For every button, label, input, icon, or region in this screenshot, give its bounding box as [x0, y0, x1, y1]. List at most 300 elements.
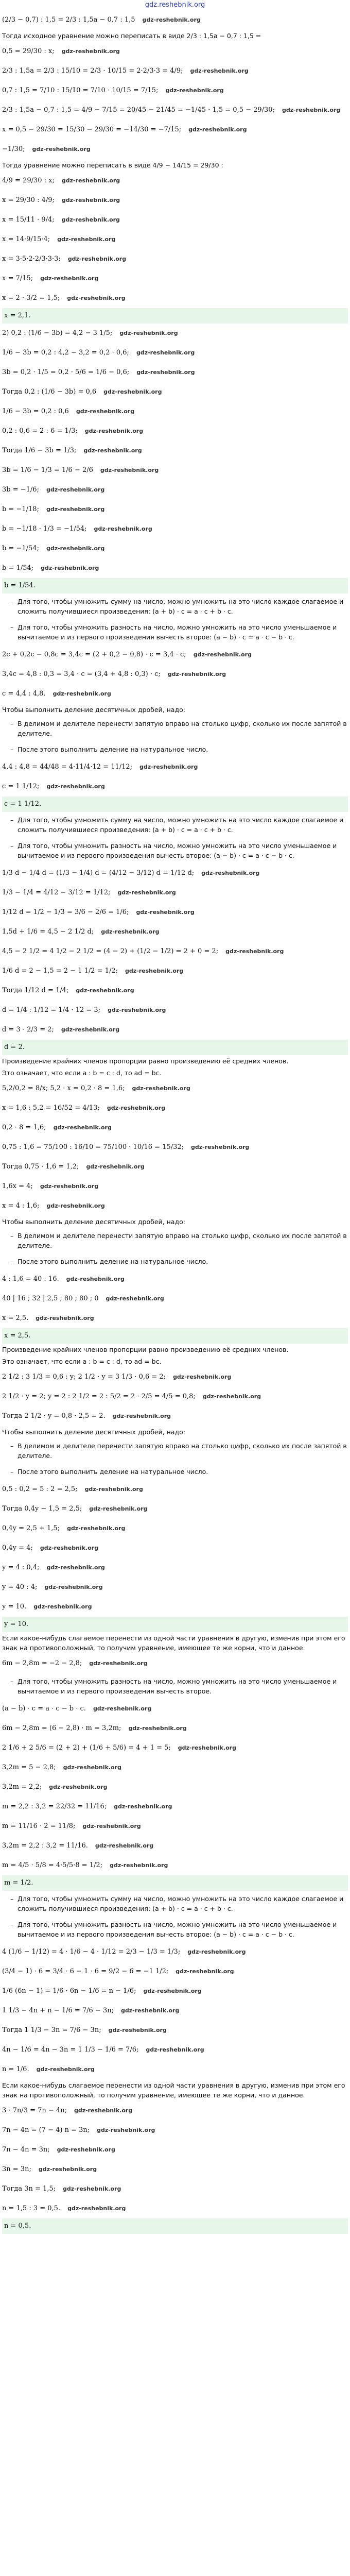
answer-line [2, 1875, 348, 1891]
line-text: Тогда 1/6 − 3b = 1/3; [2, 447, 77, 454]
line-text: m = 2,2 : 3,2 = 22/32 = 11/16; [2, 1803, 107, 1810]
math-line [2, 1817, 348, 1836]
math-line [2, 1367, 348, 1387]
watermark: gdz-reshebnik.org [178, 1744, 237, 1751]
line-text: В делимом и делителе перенести запятую вправо на столько цифр, сколько их после запятой в делителе. [18, 1442, 347, 1460]
math-line [2, 1118, 348, 1138]
math-line [2, 461, 348, 480]
line-text: 0,2 · 8 = 1,6; [2, 1124, 46, 1131]
math-line [2, 1942, 348, 1962]
line-text: x = 15/11 · 9/4; [2, 216, 55, 224]
line-text: 3b = −1/6; [2, 486, 39, 494]
watermark: gdz-reshebnik.org [41, 565, 99, 571]
watermark: gdz-reshebnik.org [143, 1988, 202, 1994]
math-line [2, 1157, 348, 1177]
watermark: gdz-reshebnik.org [67, 256, 127, 262]
math-line [2, 1020, 348, 1040]
watermark: gdz-reshebnik.org [89, 1660, 148, 1667]
rule-bullet [2, 741, 348, 757]
answer-line [2, 308, 348, 324]
math-line [2, 1196, 348, 1216]
line-text: 3,2m = 5 − 2,8; [2, 1764, 56, 1771]
math-line [2, 2121, 348, 2140]
math-line [2, 2160, 348, 2179]
line-text: 3 · 7n/3 = 7n − 4n; [2, 2107, 67, 2114]
line-text: 3,2m = 2,2; [2, 1783, 42, 1791]
line-text: c = 1 1/12; [2, 783, 40, 790]
watermark: gdz-reshebnik.org [108, 2027, 167, 2033]
line-text: m = 1/2. [4, 1879, 33, 1887]
watermark: gdz-reshebnik.org [165, 87, 224, 94]
site-header [0, 0, 350, 10]
watermark: gdz-reshebnik.org [114, 1803, 172, 1810]
watermark: gdz-reshebnik.org [67, 2205, 126, 2212]
site-title: gdz.reshebnik.org [145, 1, 205, 9]
watermark: gdz-reshebnik.org [52, 690, 111, 697]
watermark: gdz-reshebnik.org [61, 216, 120, 223]
math-line [2, 1738, 348, 1758]
math-line [2, 441, 348, 461]
line-text: m = 4/5 · 5/8 = 4·5/5·8 = 1/2; [2, 1861, 103, 1869]
line-text: x = 3·5·2·2/3·3·3; [2, 255, 61, 263]
watermark: gdz-reshebnik.org [44, 1584, 103, 1590]
line-text: 4n − 1/6 = 4n − 3n = 1 1/3 − 1/6 = 7/6; [2, 2046, 139, 2054]
watermark: gdz-reshebnik.org [76, 408, 135, 415]
line-text: 4/9 = 29/30 : x; [2, 177, 55, 184]
rule-bullet [2, 1891, 348, 1917]
math-line [2, 2199, 348, 2218]
math-line [2, 1558, 348, 1578]
watermark: gdz-reshebnik.org [46, 506, 105, 513]
line-text: Для того, чтобы умножить сумму на число, можно умножить на это число каждое слагаемое и сложить получившиеся произведения: (a + b) · c = a · c + b · c. [18, 816, 344, 834]
answer-line [2, 1617, 348, 1632]
answer-line [2, 1328, 348, 1344]
line-text: 2/3 : 1,5a = 2/3 : 15/10 = 2/3 · 10/15 = 2·2/3·3 = 4/9; [2, 67, 183, 75]
math-line [2, 171, 348, 191]
watermark: gdz-reshebnik.org [187, 1948, 246, 1955]
rule-bullet [2, 838, 348, 863]
line-text: 6m − 2,8m = −2 − 2,8; [2, 1659, 82, 1667]
line-text: x = 29/30 : 4/9; [2, 196, 55, 204]
watermark: gdz-reshebnik.org [67, 1525, 126, 1532]
watermark: gdz-reshebnik.org [136, 909, 195, 916]
line-text: 2 1/2 : 3 1/3 = 0,6 : y; 2 1/2 · y = 3 1/3 · 0,6 = 2; [2, 1373, 166, 1381]
watermark: gdz-reshebnik.org [49, 1784, 108, 1790]
math-line [2, 2140, 348, 2160]
line-text: b = −1/18 · 1/3 = −1/54; [2, 525, 87, 533]
line-text: Для того, чтобы умножить разность на число, можно умножить на это число уменьшаемое и вычитаемое и из первого произведения вычесть второе. [18, 1677, 337, 1695]
line-text: y = 10. [2, 1603, 27, 1611]
line-text: b = −1/18; [2, 505, 39, 513]
math-line [2, 42, 348, 61]
math-line [2, 1387, 348, 1406]
line-text: Это означает, что если a : b = c : d, то ad = bc. [2, 1069, 162, 1077]
math-line [2, 519, 348, 539]
rule-bullet [2, 594, 348, 619]
watermark: gdz-reshebnik.org [106, 1295, 164, 1302]
line-text: x = 2,5. [2, 1314, 29, 1322]
math-line [2, 1499, 348, 1519]
line-text: n = 0,5. [4, 2222, 31, 2230]
watermark: gdz-reshebnik.org [46, 545, 105, 552]
text-line [2, 1355, 348, 1367]
math-line [2, 1699, 348, 1719]
math-line [2, 2179, 348, 2199]
text-line [2, 2079, 348, 2101]
watermark: gdz-reshebnik.org [190, 67, 249, 74]
line-text: 4,4 : 4,8 = 44/48 = 4·11/4·12 = 11/12; [2, 763, 133, 771]
watermark: gdz-reshebnik.org [63, 1764, 121, 1771]
watermark: gdz-reshebnik.org [61, 197, 120, 204]
math-line [2, 1480, 348, 1499]
text-line [2, 1426, 348, 1438]
math-line [2, 1309, 348, 1328]
line-text: b = −1/54; [2, 545, 39, 552]
line-text: Для того, чтобы умножить разность на число, можно умножить на это число уменьшаемое и вычитаемое и из первого произведения вычесть второе: (a − b) · c = a · c − b · c. [18, 1921, 337, 1938]
watermark: gdz-reshebnik.org [57, 2146, 115, 2153]
line-text: Для того, чтобы умножить разность на число, можно умножить на это число уменьшаемое и вычитаемое и из первого произведения вычесть второе: (a − b) · c = a · c − b · c. [18, 842, 337, 859]
watermark: gdz-reshebnik.org [103, 388, 162, 395]
line-text: Произведение крайних членов пропорции равно произведению её средних членов. [2, 1057, 289, 1065]
line-text: Чтобы выполнить деление десятичных дробей, надо: [2, 1218, 185, 1226]
line-text: Тогда 0,2 : (1/6 − 3b) = 0,6 [2, 388, 97, 396]
line-text: 1,5d + 1/6 = 4,5 − 2 1/2 d; [2, 928, 94, 936]
text-line [2, 1632, 348, 1654]
line-text: Тогда 2 1/2 · y = 0,8 · 2,5 = 2. [2, 1412, 106, 1420]
math-line [2, 2001, 348, 2021]
math-line [2, 1981, 348, 2001]
math-line [2, 382, 348, 402]
line-text: (3/4 − 1) · 6 = 3/4 · 6 − 1 · 6 = 9/2 − 6 = −1 1/2; [2, 1968, 169, 1975]
line-text: 7n − 4n = 3n; [2, 2146, 50, 2154]
math-line [2, 981, 348, 1001]
math-line [2, 1578, 348, 1597]
watermark: gdz-reshebnik.org [202, 1393, 261, 1400]
math-line [2, 942, 348, 961]
math-line [2, 1654, 348, 1673]
line-text: x = 2 · 3/2 = 1,5; [2, 294, 60, 302]
line-text: Произведение крайних членов пропорции равно произведению её средних членов. [2, 1346, 289, 1353]
math-line [2, 1079, 348, 1098]
line-text: d = 3 · 2/3 = 2; [2, 1026, 54, 1033]
math-line [2, 1289, 348, 1309]
watermark: gdz-reshebnik.org [33, 1603, 92, 1610]
watermark: gdz-reshebnik.org [74, 2107, 133, 2114]
watermark: gdz-reshebnik.org [139, 764, 198, 770]
math-line [2, 1856, 348, 1875]
line-text: x = 2,1. [4, 312, 31, 319]
line-text: 3,2m = 2,2 : 3,2 = 11/16. [2, 1842, 88, 1850]
math-line [2, 230, 348, 249]
watermark: gdz-reshebnik.org [83, 447, 142, 454]
rule-bullet [2, 1438, 348, 1464]
line-text: c = 4,4 : 4,8. [2, 690, 46, 698]
line-text: y = 40 : 4; [2, 1583, 38, 1591]
rule-bullet [2, 1464, 348, 1480]
math-line [2, 1177, 348, 1196]
watermark: gdz-reshebnik.org [100, 467, 159, 473]
watermark: gdz-reshebnik.org [93, 1705, 152, 1712]
watermark: gdz-reshebnik.org [61, 48, 120, 55]
text-line [2, 1344, 348, 1355]
math-line [2, 2040, 348, 2060]
watermark: gdz-reshebnik.org [128, 1725, 187, 1732]
solution-content [0, 10, 350, 2234]
watermark: gdz-reshebnik.org [40, 1545, 99, 1551]
text-line [2, 159, 348, 171]
watermark: gdz-reshebnik.org [107, 1105, 166, 1111]
line-text: 2c + 0,2c − 0,8c = 3,4c = (2 + 0,2 − 0,8) · c = 3,4 · c; [2, 651, 186, 658]
watermark: gdz-reshebnik.org [110, 1862, 168, 1869]
line-text: n = 1,5 : 3 = 0,5. [2, 2205, 61, 2212]
line-text: x = 2,5. [4, 1332, 31, 1340]
watermark: gdz-reshebnik.org [225, 948, 284, 955]
watermark: gdz-reshebnik.org [57, 236, 116, 243]
line-text: c = 1 1/12. [4, 800, 42, 808]
math-line [2, 777, 348, 796]
answer-line [2, 796, 348, 812]
line-text: 0,4y = 2,5 + 1,5; [2, 1524, 60, 1532]
line-text: 3n = 3n; [2, 2165, 31, 2173]
watermark: gdz-reshebnik.org [201, 870, 260, 876]
math-line [2, 81, 348, 100]
watermark: gdz-reshebnik.org [38, 2166, 97, 2173]
watermark: gdz-reshebnik.org [132, 1085, 190, 1092]
line-text: 2/3 : 1,5a − 0,7 : 1,5 = 4/9 − 7/15 = 20/45 − 21/45 = −1/45 · 1,5 = 0,5 − 29/30; [2, 106, 275, 114]
line-text: 0,2 : 0,6 = 2 : 6 = 1/3; [2, 427, 78, 435]
line-text: После этого выполнить деление на натуральное число. [18, 745, 208, 753]
line-text: 1 1/3 − 4n + n − 1/6 = 7/6 − 3n; [2, 2007, 114, 2014]
rule-bullet [2, 1228, 348, 1253]
watermark: gdz-reshebnik.org [282, 107, 341, 113]
rule-bullet [2, 1673, 348, 1699]
math-line [2, 61, 348, 81]
math-line [2, 1758, 348, 1777]
line-text: 2) 0,2 : (1/6 − 3b) = 4,2 − 3 1/5; [2, 329, 113, 337]
watermark: gdz-reshebnik.org [53, 1124, 112, 1131]
math-line [2, 402, 348, 421]
watermark: gdz-reshebnik.org [136, 349, 195, 356]
line-text: 1/6 − 3b = 0,2 : 0,6 [2, 408, 69, 415]
math-line [2, 883, 348, 903]
line-text: 1/3 d − 1/4 d = (1/3 − 1/4) d = (4/12 − 3/12) d = 1/12 d; [2, 869, 195, 877]
line-text: x = 7/15; [2, 275, 33, 282]
line-text: 1/6 − 3b = 0,2 : 4,2 − 3,2 = 0,2 · 0,6; [2, 349, 129, 357]
watermark: gdz-reshebnik.org [84, 428, 144, 434]
math-line [2, 539, 348, 558]
watermark: gdz-reshebnik.org [95, 1842, 154, 1849]
line-text: y = 4 : 0,4; [2, 1564, 40, 1571]
watermark: gdz-reshebnik.org [40, 1183, 99, 1190]
math-line [2, 421, 348, 441]
watermark: gdz-reshebnik.org [66, 1276, 125, 1282]
line-text: Для того, чтобы умножить разность на число, можно умножить на это число уменьшаемое и вычитаемое и из первого произведения вычесть второе: (a − b) · c = a · c − b · c. [18, 623, 337, 641]
math-line [2, 2021, 348, 2040]
line-text: 3b = 0,2 · 1/5 = 0,2 · 5/6 = 1/6 − 0,6; [2, 368, 130, 376]
line-text: Тогда 1 1/3 − 3n = 7/6 − 3n; [2, 2026, 101, 2034]
line-text: 40 | 16 ; 32 | 2,5 ; 80 ; 80 ; 0 [2, 1295, 99, 1302]
math-line [2, 1777, 348, 1797]
line-text: (a − b) · c = a · c − b · c. [2, 1705, 86, 1713]
math-line [2, 961, 348, 981]
math-line [2, 1138, 348, 1157]
line-text: 4 : 1,6 = 40 : 16. [2, 1275, 59, 1283]
watermark: gdz-reshebnik.org [142, 16, 201, 23]
rule-bullet [2, 1917, 348, 1942]
line-text: b = 1/54; [2, 564, 34, 572]
line-text: 3,4c = 4,8 : 0,3 = 3,4 · c = (3,4 + 4,8 : 0,3) · c; [2, 670, 161, 678]
watermark: gdz-reshebnik.org [40, 275, 99, 282]
line-text: 1/6 d = 2 − 1,5 = 2 − 1 1/2 = 1/2; [2, 967, 118, 975]
line-text: 0,5 : 0,2 = 5 : 2 = 2,5; [2, 1485, 78, 1493]
watermark: gdz-reshebnik.org [61, 1026, 120, 1033]
line-text: После этого выполнить деление на натуральное число. [18, 1258, 208, 1265]
line-text: Тогда исходное уравнение можно переписать в виде 2/3 : 1,5a − 0,7 : 1,5 = [2, 32, 261, 40]
math-line [2, 210, 348, 230]
line-text: 1/3 − 1/4 = 4/12 − 3/12 = 1/12; [2, 889, 111, 896]
watermark: gdz-reshebnik.org [46, 486, 105, 493]
math-line [2, 140, 348, 159]
watermark: gdz-reshebnik.org [46, 1202, 105, 1209]
math-line [2, 100, 348, 120]
watermark: gdz-reshebnik.org [125, 968, 184, 974]
math-line [2, 1406, 348, 1426]
math-line [2, 665, 348, 684]
math-line [2, 289, 348, 308]
watermark: gdz-reshebnik.org [84, 1486, 143, 1493]
line-text: 2 1/6 + 2 5/6 = (2 + 2) + (1/6 + 5/6) = 4 + 1 = 5; [2, 1744, 171, 1752]
line-text: После этого выполнить деление на натуральное число. [18, 1468, 208, 1476]
line-text: d = 2. [4, 1043, 25, 1051]
watermark: gdz-reshebnik.org [191, 1144, 250, 1150]
math-line [2, 120, 348, 140]
text-line [2, 704, 348, 716]
watermark: gdz-reshebnik.org [36, 1315, 94, 1321]
line-text: x = 1,6 : 5,2 = 16/52 = 4/13; [2, 1104, 100, 1112]
watermark: gdz-reshebnik.org [167, 671, 226, 677]
watermark: gdz-reshebnik.org [101, 928, 160, 935]
line-text: x = 14·9/15·4; [2, 235, 50, 243]
line-text: 2 1/2 · y = 2; y = 2 : 2 1/2 = 2 : 5/2 = 2 · 2/5 = 4/5 = 0,8; [2, 1393, 196, 1400]
line-text: Если какое-нибудь слагаемое перенести из одной части уравнения в другую, изменив при этом его знак на противоположный, то получим уравнение, имеющее те же корни, что и данное. [2, 1634, 345, 1652]
math-line [2, 269, 348, 289]
watermark: gdz-reshebnik.org [176, 1968, 234, 1975]
math-line [2, 558, 348, 578]
text-line [2, 30, 348, 42]
math-line [2, 1538, 348, 1558]
line-text: x = 4 : 1,6; [2, 1202, 40, 1210]
line-text: Для того, чтобы умножить сумму на число, можно умножить на это число каждое слагаемое и сложить получившиеся произведения: (a + b) · c = a · c + b · c. [18, 1895, 344, 1912]
math-line [2, 1797, 348, 1817]
math-line [2, 500, 348, 519]
text-line [2, 1055, 348, 1067]
math-line [2, 2060, 348, 2079]
line-text: −1/30; [2, 145, 25, 153]
rule-bullet [2, 812, 348, 838]
math-line [2, 1001, 348, 1020]
math-line [2, 191, 348, 210]
watermark: gdz-reshebnik.org [121, 2007, 180, 2014]
watermark: gdz-reshebnik.org [46, 783, 105, 790]
line-text: 5,2/0,2 = 8/x; 5,2 · x = 0,2 · 8 = 1,6; [2, 1084, 125, 1092]
line-text: 4,5 − 2 1/2 = 4 1/2 − 2 1/2 = (4 − 2) + (1/2 − 1/2) = 2 + 0 = 2; [2, 947, 219, 955]
line-text: d = 1/4 : 1/12 = 1/4 · 12 = 3; [2, 1006, 101, 1014]
line-text: b = 1/54. [4, 582, 36, 589]
watermark: gdz-reshebnik.org [82, 1823, 141, 1829]
line-text: n = 1/6. [2, 2065, 29, 2073]
watermark: gdz-reshebnik.org [63, 2185, 121, 2192]
line-text: 0,7 : 1,5 = 7/10 : 15/10 = 7/10 · 10/15 = 7/15; [2, 87, 159, 94]
math-line [2, 903, 348, 922]
text-line [2, 1216, 348, 1228]
line-text: 0,75 : 1,6 = 75/100 : 16/10 = 75/100 · 10/16 = 15/32; [2, 1143, 184, 1151]
watermark: gdz-reshebnik.org [146, 2046, 204, 2053]
math-line [2, 1962, 348, 1981]
math-line [2, 10, 348, 30]
line-text: (2/3 − 0,7) : 1,5 = 2/3 : 1,5a − 0,7 : 1,5 [2, 16, 135, 24]
line-text: 6m − 2,8m = (6 − 2,8) · m = 3,2m; [2, 1724, 121, 1732]
line-text: 1/12 d = 1/2 − 1/3 = 3/6 − 2/6 = 1/6; [2, 908, 129, 916]
line-text: Тогда 1/12 d = 1/4; [2, 987, 69, 994]
line-text: m = 11/16 · 2 = 11/8; [2, 1822, 76, 1830]
watermark: gdz-reshebnik.org [61, 177, 120, 184]
watermark: gdz-reshebnik.org [36, 2066, 95, 2073]
watermark: gdz-reshebnik.org [117, 889, 176, 896]
line-text: 7n − 4n = (7 − 4) n = 3n; [2, 2126, 90, 2134]
math-line [2, 684, 348, 704]
math-line [2, 757, 348, 777]
text-line [2, 1067, 348, 1079]
math-line [2, 1719, 348, 1738]
line-text: 0,5 = 29/30 : x; [2, 47, 55, 55]
line-text: 0,4y = 4; [2, 1544, 33, 1552]
line-text: 1,6x = 4; [2, 1182, 33, 1190]
watermark: gdz-reshebnik.org [193, 651, 252, 658]
math-line [2, 863, 348, 883]
line-text: 1/6 (6n − 1) = 1/6 · 6n − 1/6 = n − 1/6; [2, 1987, 136, 1995]
watermark: gdz-reshebnik.org [94, 526, 152, 532]
answer-line [2, 578, 348, 594]
math-line [2, 922, 348, 942]
line-text: y = 10. [4, 1620, 29, 1628]
watermark: gdz-reshebnik.org [86, 1163, 145, 1170]
watermark: gdz-reshebnik.org [119, 330, 178, 336]
watermark: gdz-reshebnik.org [188, 126, 247, 133]
line-text: x = 0,5 − 29/30 = 15/30 − 29/30 = −14/30 = −7/15; [2, 126, 182, 133]
line-text: В делимом и делителе перенести запятую вправо на столько цифр, сколько их после запятой в делителе. [18, 720, 347, 737]
line-text: Тогда 0,4y − 1,5 = 2,5; [2, 1505, 82, 1513]
rule-bullet [2, 716, 348, 741]
math-line [2, 249, 348, 269]
watermark: gdz-reshebnik.org [32, 146, 91, 152]
line-text: Тогда 0,75 · 1,6 = 1,2; [2, 1163, 79, 1171]
math-line [2, 324, 348, 343]
line-text: Тогда уравнение можно переписать в виде 4/9 − 14/15 = 29/30 : [2, 161, 223, 169]
rule-bullet [2, 619, 348, 645]
line-text: 4 (1/6 − 1/12) = 4 · 1/6 − 4 · 1/12 = 2/3 − 1/3 = 1/3; [2, 1948, 181, 1956]
math-line [2, 1519, 348, 1538]
math-line [2, 363, 348, 382]
math-line [2, 2101, 348, 2121]
watermark: gdz-reshebnik.org [76, 987, 134, 994]
math-line [2, 1269, 348, 1289]
line-text: Чтобы выполнить деление десятичных дробей, надо: [2, 1428, 185, 1436]
line-text: Если какое-нибудь слагаемое перенести из одной части уравнения в другую, изменив при этом его знак на противоположный, то получим уравнение, имеющее те же корни, что и данное. [2, 2081, 345, 2099]
answer-line [2, 2218, 348, 2234]
line-text: Чтобы выполнить деление десятичных дробей, надо: [2, 706, 185, 714]
watermark: gdz-reshebnik.org [89, 1505, 148, 1512]
watermark: gdz-reshebnik.org [67, 295, 126, 301]
